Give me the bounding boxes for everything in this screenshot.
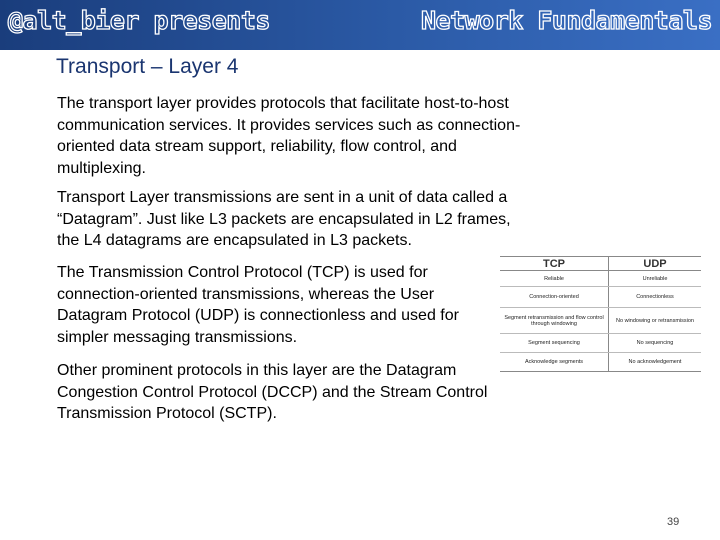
paragraph-other-protocols: Other prominent protocols in this layer are the Datagram Congestion Control Protocol (DCCP) and the Stream Control Transmission Protocol (SCTP). — [57, 362, 488, 422]
table-row — [500, 308, 701, 334]
table-cell-tcp: Segment retransmission and flow control through windowing — [500, 308, 609, 334]
table-cell-udp: Unreliable — [609, 271, 702, 287]
column-header-tcp: TCP — [500, 257, 609, 271]
table-cell-udp: No sequencing — [609, 334, 702, 353]
table-cell-tcp: Acknowledge segments — [500, 353, 609, 372]
brand-logo-right: Network Fundamentals — [420, 6, 712, 35]
slide-title: Transport – Layer 4 — [56, 55, 239, 78]
table-cell-udp: Connectionless — [609, 287, 702, 308]
table-cell-tcp: Connection-oriented — [500, 287, 609, 308]
table-row — [500, 271, 701, 287]
table-header-row — [500, 257, 701, 271]
column-header-udp: UDP — [609, 257, 702, 271]
paragraph-transport-overview: The transport layer provides protocols that facilitate host-to-host communication services. It provides services such as connection-oriented data stream support, reliability, flow control, and multiplexing. — [57, 95, 521, 177]
paragraph-datagram: Transport Layer transmissions are sent in a unit of data called a “Datagram”. Just like L3 packets are encapsulated in L2 frames, the L4 datagrams are encapsulated in L3 packets. — [57, 189, 511, 249]
tcp-udp-comparison-table — [500, 256, 701, 372]
table-cell-tcp: Reliable — [500, 271, 609, 287]
table-row — [500, 334, 701, 353]
header-banner — [0, 0, 720, 50]
paragraph-tcp-udp: The Transmission Control Protocol (TCP) is used for connection-oriented transmissions, whereas the User Datagram Protocol (UDP) is connectionless and used for simpler messaging transmissions. — [57, 264, 459, 346]
brand-logo-left: @alt_bier presents — [8, 6, 270, 35]
table-row — [500, 287, 701, 308]
table-row — [500, 353, 701, 372]
table-cell-udp: No windowing or retransmission — [609, 308, 702, 334]
table-cell-udp: No acknowledgement — [609, 353, 702, 372]
page-number: 39 — [667, 516, 680, 528]
table-cell-tcp: Segment sequencing — [500, 334, 609, 353]
